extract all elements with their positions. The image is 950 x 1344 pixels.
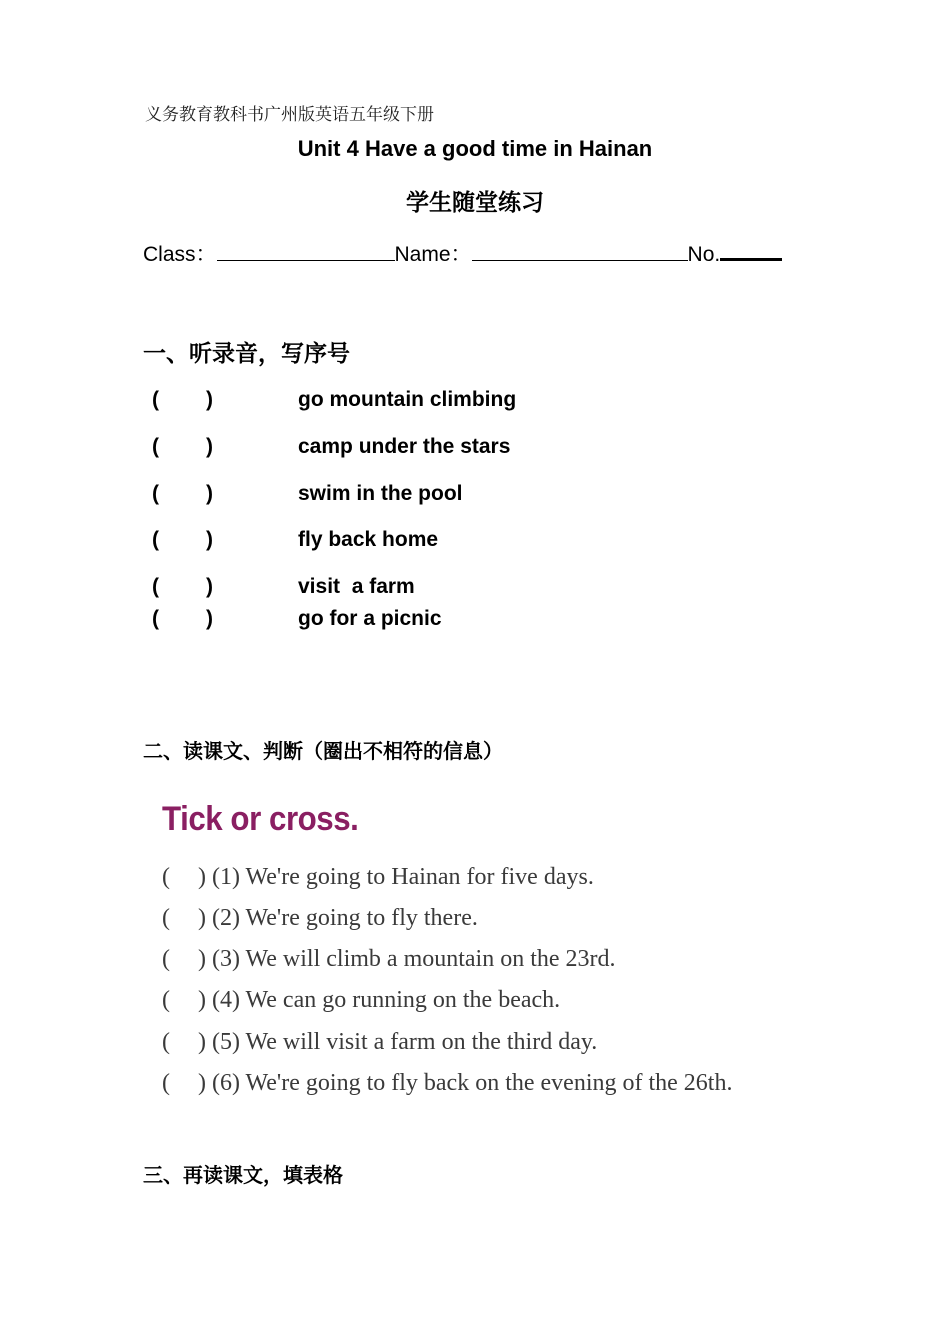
answer-paren-open[interactable]: (: [162, 905, 170, 931]
true-false-item: [162, 946, 616, 973]
tick-or-cross-heading: Tick or cross.: [162, 800, 359, 838]
true-false-item: [162, 905, 478, 932]
answer-paren-open[interactable]: (: [152, 435, 159, 458]
class-blank[interactable]: [217, 238, 395, 261]
true-false-item: [162, 864, 594, 891]
listen-item: [152, 575, 415, 599]
answer-paren-open[interactable]: (: [162, 1070, 170, 1096]
class-label: Class：: [143, 243, 217, 266]
number-blank[interactable]: [720, 236, 782, 261]
answer-paren-open[interactable]: (: [152, 482, 159, 505]
name-label: Name：: [394, 243, 472, 266]
true-false-item: [162, 1070, 732, 1097]
answer-paren-open[interactable]: (: [152, 388, 159, 411]
answer-paren-open[interactable]: (: [152, 575, 159, 598]
listen-item-text: visit a farm: [298, 575, 415, 598]
answer-paren-close: ): [206, 528, 213, 551]
answer-paren-close: ): [206, 575, 213, 598]
listen-item-text: go mountain climbing: [298, 388, 517, 411]
student-info-row: [143, 236, 782, 268]
listen-item-text: fly back home: [298, 528, 439, 551]
answer-paren-open[interactable]: (: [152, 607, 159, 630]
answer-paren-close: ): [206, 607, 213, 630]
book-title: 义务教育教科书广州版英语五年级下册: [145, 105, 434, 125]
answer-paren-close: ): [206, 482, 213, 505]
section-2-title: 二、读课文、判断（圈出不相符的信息）: [143, 739, 503, 763]
listen-item: [152, 388, 516, 412]
listen-item: [152, 528, 438, 552]
answer-paren-close: ): [206, 388, 213, 411]
unit-title: Unit 4 Have a good time in Hainan: [297, 136, 653, 161]
answer-paren-open[interactable]: (: [162, 864, 170, 890]
true-false-text: ) (6) We're going to fly back on the evening of the 26th.: [198, 1070, 733, 1096]
answer-paren-open[interactable]: (: [162, 987, 170, 1013]
answer-paren-close: ): [206, 435, 213, 458]
listen-item-text: camp under the stars: [298, 435, 511, 458]
listen-item-text: swim in the pool: [298, 482, 463, 505]
true-false-text: ) (5) We will visit a farm on the third day.: [198, 1029, 598, 1055]
number-label: No.: [687, 243, 721, 266]
section-3-title: 三、再读课文，填表格: [143, 1163, 343, 1187]
listen-item-text: go for a picnic: [298, 607, 442, 630]
answer-paren-open[interactable]: (: [162, 1029, 170, 1055]
true-false-text: ) (1) We're going to Hainan for five days.: [198, 864, 594, 890]
answer-paren-open[interactable]: (: [152, 528, 159, 551]
answer-paren-open[interactable]: (: [162, 946, 170, 972]
listen-item: [152, 435, 510, 459]
true-false-text: ) (3) We will climb a mountain on the 23rd.: [198, 946, 616, 972]
true-false-text: ) (2) We're going to fly there.: [198, 905, 478, 931]
listen-item: [152, 607, 442, 631]
true-false-text: ) (4) We can go running on the beach.: [198, 987, 561, 1013]
sub-title: 学生随堂练习: [406, 189, 544, 216]
listen-item: [152, 482, 463, 506]
name-blank[interactable]: [472, 238, 688, 261]
true-false-item: [162, 1029, 597, 1056]
true-false-item: [162, 987, 560, 1014]
section-1-title: 一、听录音，写序号: [143, 340, 350, 367]
